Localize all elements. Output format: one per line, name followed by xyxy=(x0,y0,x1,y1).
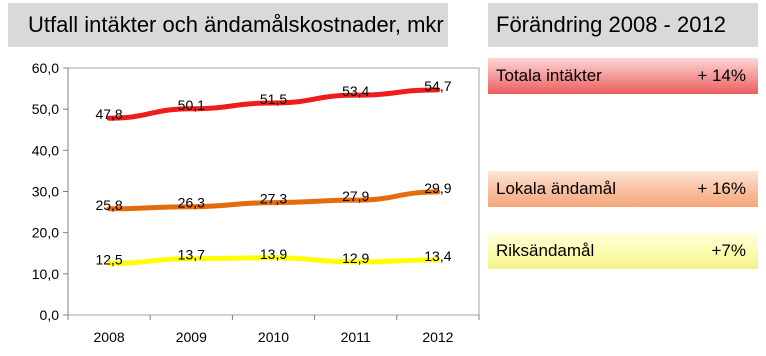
data-label-riksandamal: 12,9 xyxy=(342,249,370,266)
y-tick-label: 30,0 xyxy=(31,183,59,200)
y-tick-label: 60,0 xyxy=(31,60,59,76)
x-tick-label: 2012 xyxy=(422,329,454,345)
data-label-totala-intakter: 50,1 xyxy=(177,96,205,113)
y-tick-label: 0,0 xyxy=(39,307,59,323)
legend-change: +7% xyxy=(711,241,746,260)
legend-label: Totala intäkter xyxy=(496,66,602,85)
y-tick-label: 50,0 xyxy=(31,101,59,118)
x-tick-label: 2009 xyxy=(175,329,207,345)
data-label-totala-intakter: 54,7 xyxy=(424,77,452,94)
data-label-riksandamal: 13,4 xyxy=(424,247,452,264)
legend-riksandamal xyxy=(488,233,758,269)
legend-change: + 16% xyxy=(697,179,746,198)
data-label-lokala-andamal: 29,9 xyxy=(424,179,452,196)
y-tick-label: 40,0 xyxy=(31,142,59,159)
x-tick-label: 2008 xyxy=(93,329,125,345)
x-tick-label: 2011 xyxy=(340,329,371,345)
legend-label: Riksändamål xyxy=(496,241,595,260)
data-label-lokala-andamal: 25,8 xyxy=(95,196,123,213)
data-label-totala-intakter: 53,4 xyxy=(342,83,370,100)
data-label-totala-intakter: 47,8 xyxy=(95,106,123,123)
change-title-text: Förändring 2008 - 2012 xyxy=(496,12,726,37)
legend-change: + 14% xyxy=(697,66,746,85)
y-tick-label: 20,0 xyxy=(31,224,59,241)
data-label-lokala-andamal: 27,9 xyxy=(342,188,370,205)
data-label-riksandamal: 12,5 xyxy=(95,251,123,268)
legend-totala-intakter xyxy=(488,58,758,94)
data-label-lokala-andamal: 26,3 xyxy=(177,194,205,211)
legend-label: Lokala ändamål xyxy=(496,179,617,198)
data-label-totala-intakter: 51,5 xyxy=(259,90,288,107)
legend-lokala-andamal xyxy=(488,171,758,207)
x-tick-label: 2010 xyxy=(257,329,290,345)
chart-title-text: Utfall intäkter och ändamålskostnader, mkr xyxy=(28,12,444,37)
data-label-lokala-andamal: 27,3 xyxy=(259,190,288,207)
data-label-riksandamal: 13,9 xyxy=(259,245,288,262)
data-label-riksandamal: 13,7 xyxy=(177,246,205,263)
y-tick-label: 10,0 xyxy=(31,265,59,282)
